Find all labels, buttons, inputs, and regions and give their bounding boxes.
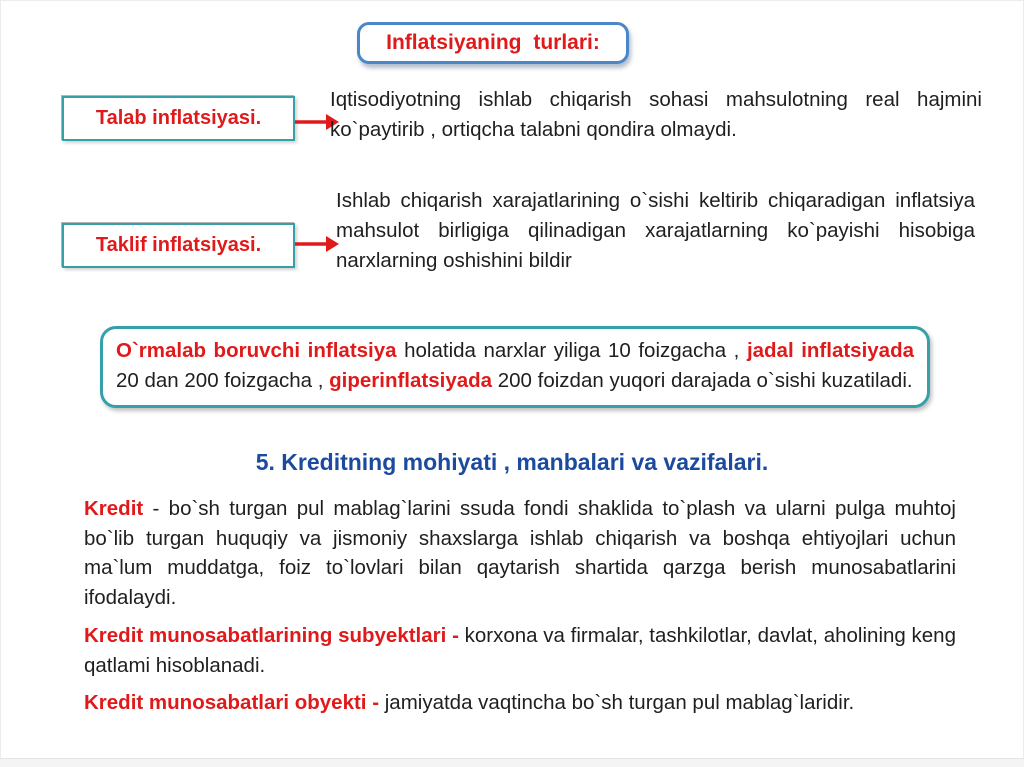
demand-inflation-description: Iqtisodiyotning ishlab chiqarish sohasi mahsulotning real hajmini ko`paytirib , ortiqcha talabni qondira olmaydi.	[330, 88, 982, 141]
emphasis-text: Kredit munosabatlarining subyektlari	[84, 624, 447, 647]
inflation-rates-text	[116, 339, 914, 392]
supply-inflation-label: Taklif inflatsiyasi.	[95, 234, 262, 256]
supply-inflation-box	[62, 223, 295, 268]
demand-inflation-label: Talab inflatsiyasi.	[95, 107, 262, 129]
body-text: holatida narxlar yiliga 10 foizgacha ,	[396, 339, 747, 362]
emphasis-text: O`rmalab boruvchi inflatsiya	[116, 339, 397, 362]
body-text: korxona va firmalar, tashkilotlar, davlat, aholining keng qatlami hisoblanadi.	[84, 624, 956, 677]
supply-inflation-description: Ishlab chiqarish xarajatlarining o`sishi keltirib chiqaradigan inflatsiya mahsulot birligiga qilinadigan xarajatlarning ko`payishi hisobiga narxlarning oshishini bildir	[336, 189, 975, 272]
emphasis-text: Kredit	[84, 497, 144, 520]
credit-section-heading: 5. Kreditning mohiyati , manbalari va vazifalari.	[255, 449, 769, 475]
body-text: 20 dan 200 foizgacha ,	[116, 369, 330, 392]
slide-title-box	[357, 22, 629, 64]
emphasis-text: jadal inflatsiyada	[746, 339, 915, 362]
page-bottom-strip	[0, 758, 1024, 767]
credit-definition-paragraph	[84, 494, 956, 612]
credit-subjects-paragraph	[84, 621, 956, 681]
body-text: 200 foizdan yuqori darajada o`sishi kuzatiladi.	[492, 369, 913, 392]
body-text: - bo`sh turgan pul mablag`larini ssuda fondi shaklida to`plash va ularni pulga muhtoj bo`lib turgan huquqiy va jismoniy shaxslarga ishlab chiqarish va boshqa ehtiyojlari uchun ma`lum muddatga, foiz to`lovlari bilan qaytarish shartida qarzga berish munosabatlarini ifodalaydi.	[84, 497, 956, 609]
demand-inflation-box	[62, 96, 295, 141]
body-text: jamiyatda vaqtincha bo`sh turgan pul mablag`laridir.	[384, 691, 855, 714]
inflation-rates-box	[100, 326, 930, 408]
emphasis-text: -	[366, 691, 385, 714]
slide-title-label: Inflatsiyaning turlari:	[386, 31, 600, 54]
emphasis-text: giperinflatsiyada	[329, 369, 493, 392]
credit-object-paragraph	[84, 688, 1014, 718]
emphasis-text: -	[446, 624, 465, 647]
right-arrow-icon	[294, 232, 340, 256]
emphasis-text: Kredit munosabatlari obyekti	[84, 691, 367, 714]
